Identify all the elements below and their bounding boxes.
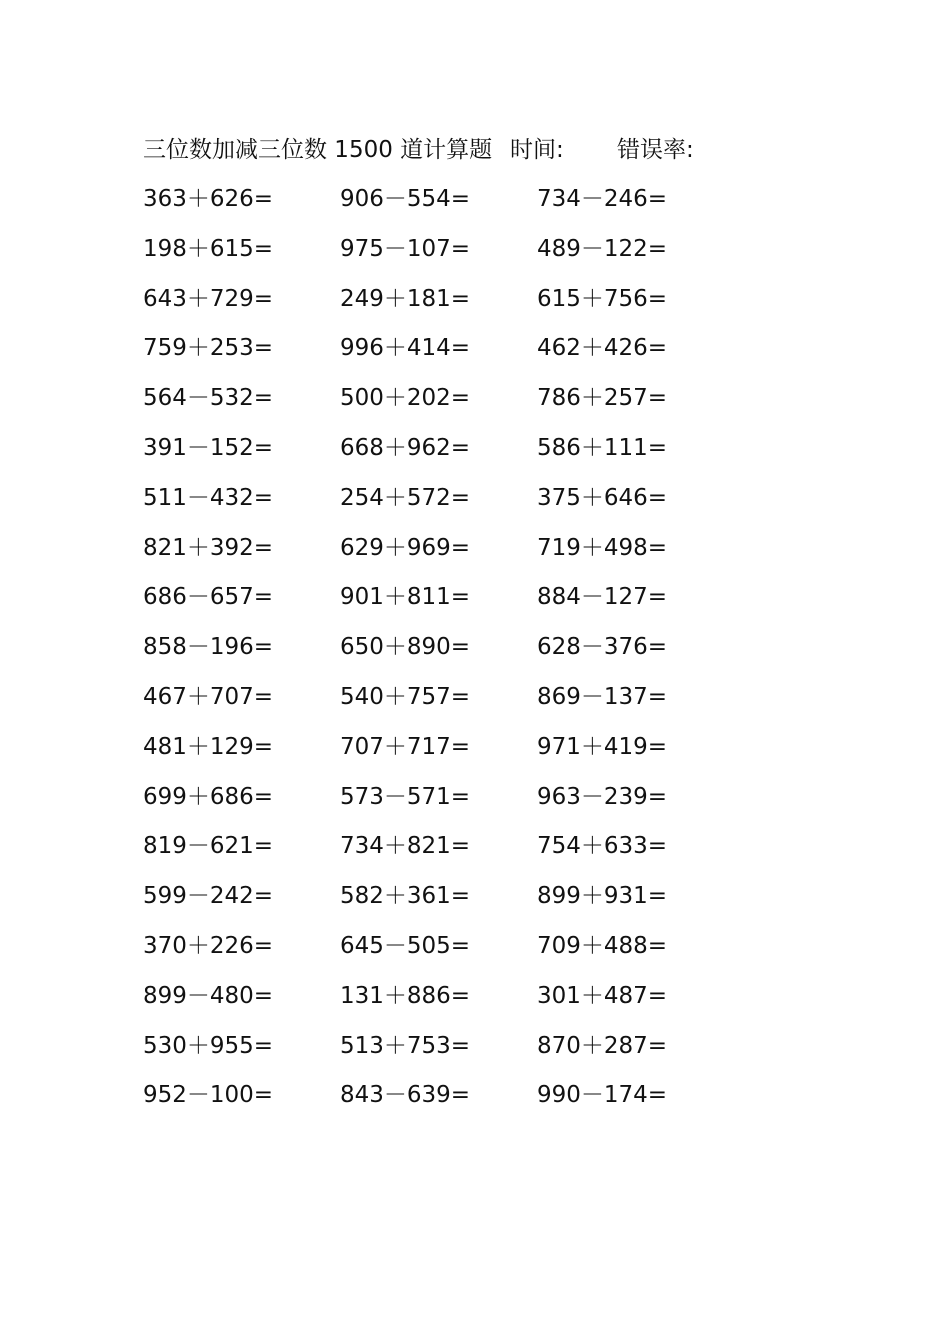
problem-item: 391－152=	[143, 434, 274, 461]
time-label: 时间:	[510, 137, 564, 163]
problem-item: 963－239=	[537, 783, 668, 810]
problem-row	[143, 533, 763, 583]
problem-row	[143, 433, 763, 483]
problem-item: 754＋633=	[537, 833, 668, 860]
problem-item: 990－174=	[537, 1082, 668, 1109]
worksheet-header	[143, 134, 843, 166]
problem-item: 363＋626=	[143, 186, 274, 212]
problem-item: 709＋488=	[537, 932, 668, 959]
problem-item: 952－100=	[143, 1082, 274, 1109]
problem-row	[143, 284, 763, 334]
problem-row	[143, 483, 763, 533]
problem-item: 489－122=	[537, 235, 668, 262]
problem-item: 645－505=	[340, 932, 471, 959]
error-rate-label: 错误率:	[617, 137, 694, 163]
problem-item: 975－107=	[340, 235, 471, 262]
problem-item: 629＋969=	[340, 534, 471, 561]
problem-item: 467＋707=	[143, 683, 274, 710]
problem-item: 582＋361=	[340, 883, 471, 910]
problem-item: 599－242=	[143, 883, 274, 910]
problem-row	[143, 184, 763, 234]
problem-row	[143, 333, 763, 383]
problem-item: 719＋498=	[537, 534, 668, 561]
problem-item: 650＋890=	[340, 634, 471, 661]
problem-item: 615＋756=	[537, 285, 668, 312]
problem-item: 301＋487=	[537, 982, 668, 1009]
problem-row	[143, 931, 763, 981]
problem-row	[143, 782, 763, 832]
problem-item: 899＋931=	[537, 883, 668, 910]
problem-item: 971＋419=	[537, 733, 668, 760]
problem-item: 821＋392=	[143, 534, 274, 561]
problem-item: 786＋257=	[537, 385, 668, 412]
problem-item: 540＋757=	[340, 683, 471, 710]
problem-item: 530＋955=	[143, 1032, 274, 1059]
problem-row	[143, 1031, 763, 1081]
problem-item: 899－480=	[143, 982, 274, 1009]
problem-item: 996＋414=	[340, 335, 471, 362]
problem-row	[143, 383, 763, 433]
problem-item: 370＋226=	[143, 932, 274, 959]
problem-row	[143, 881, 763, 931]
problem-item: 819－621=	[143, 833, 274, 860]
problem-item: 513＋753=	[340, 1032, 471, 1059]
problem-item: 734－246=	[537, 186, 668, 212]
problem-item: 858－196=	[143, 634, 274, 661]
problem-item: 481＋129=	[143, 733, 274, 760]
problem-row	[143, 981, 763, 1031]
problem-item: 843－639=	[340, 1082, 471, 1109]
problem-item: 462＋426=	[537, 335, 668, 362]
problem-item: 573－571=	[340, 783, 471, 810]
problem-item: 586＋111=	[537, 434, 668, 461]
problem-item: 884－127=	[537, 584, 668, 611]
problem-item: 375＋646=	[537, 484, 668, 511]
problem-item: 870＋287=	[537, 1032, 668, 1059]
problem-item: 734＋821=	[340, 833, 471, 860]
worksheet-title: 三位数加减三位数 1500 道计算题	[143, 137, 493, 163]
problem-row	[143, 732, 763, 782]
problem-item: 131＋886=	[340, 982, 471, 1009]
problem-item: 643＋729=	[143, 285, 274, 312]
problem-item: 500＋202=	[340, 385, 471, 412]
problem-item: 198＋615=	[143, 235, 274, 262]
problem-row	[143, 582, 763, 632]
problem-item: 564－532=	[143, 385, 274, 412]
problem-item: 686－657=	[143, 584, 274, 611]
problem-item: 707＋717=	[340, 733, 471, 760]
problem-item: 254＋572=	[340, 484, 471, 511]
problem-row	[143, 831, 763, 881]
problem-item: 249＋181=	[340, 285, 471, 312]
problem-item: 906－554=	[340, 186, 471, 212]
problem-row	[143, 234, 763, 284]
problem-item: 869－137=	[537, 683, 668, 710]
problem-item: 759＋253=	[143, 335, 274, 362]
problem-item: 511－432=	[143, 484, 274, 511]
problem-row	[143, 682, 763, 732]
problem-item: 901＋811=	[340, 584, 471, 611]
problem-item: 668＋962=	[340, 434, 471, 461]
problem-item: 628－376=	[537, 634, 668, 661]
problem-row	[143, 632, 763, 682]
problem-item: 699＋686=	[143, 783, 274, 810]
problem-grid	[143, 184, 763, 1130]
problem-row	[143, 1080, 763, 1130]
